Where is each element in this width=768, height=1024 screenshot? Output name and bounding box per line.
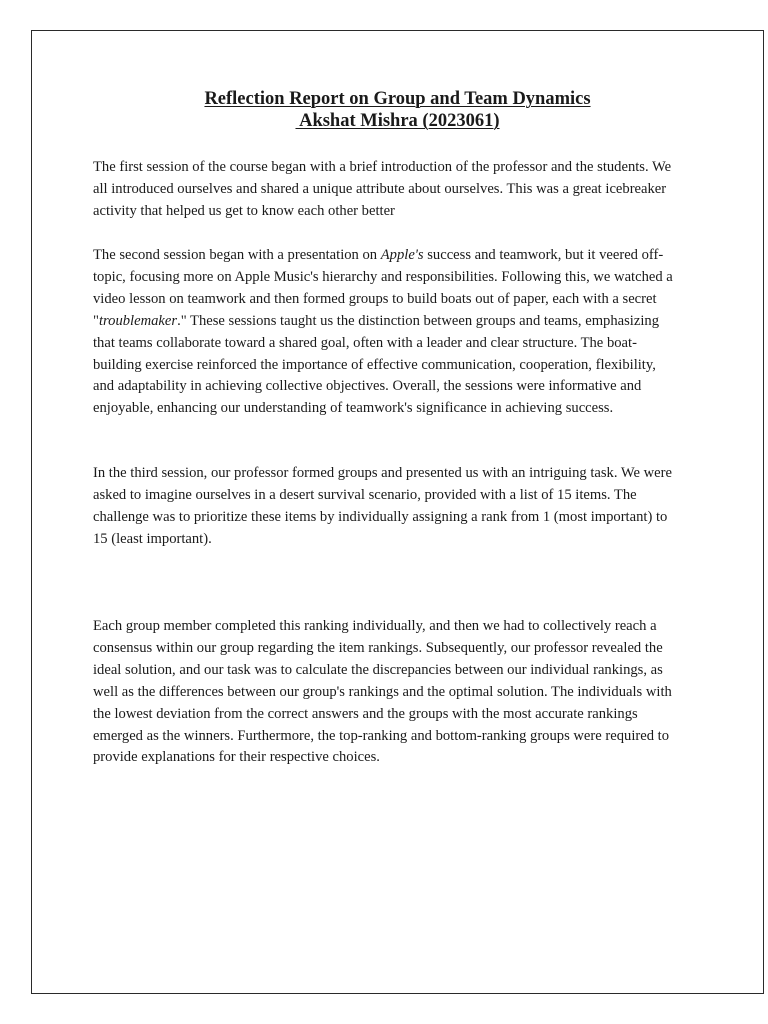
paragraph-two-text-a: The second session began with a presentation on <box>93 247 381 263</box>
document-header <box>31 88 764 132</box>
paragraph-ranking-consensus: Each group member completed this ranking individually, and then we had to collectively reach a consensus within our group regarding the item rankings. Subsequently, our professor revealed the ideal solution, and our task was to calculate the discrepancies between our individual rankings, as well as the differences between our group's rankings and the optimal solution. The individuals with the lowest deviation from the correct answers and the groups with the most accurate rankings emerged as the winners. Furthermore, the top-ranking and bottom-ranking groups were required to provide explanations for their respective choices. <box>93 618 672 766</box>
apple-emphasis: Apple's <box>380 247 424 263</box>
paragraph-session-three: In the third session, our professor formed groups and presented us with an intriguing task. We were asked to imagine ourselves in a desert survival scenario, provided with a list of 15 items. The challenge was to prioritize these items by individually assigning a rank from 1 (most important) to 15 (least important). <box>93 465 672 547</box>
paragraph-two-text-b: success and teamwork, but it veered off-topic, focusing more on Apple Music's hierarchy and responsibilities. Following this, we watched a video lesson on teamwork and then formed groups to build boats out of paper, each with a secret " <box>93 247 673 329</box>
document-title: Reflection Report on Group and Team Dynamics <box>204 89 591 109</box>
paragraph-session-one: The first session of the course began with a brief introduction of the professor and the students. We all introduced ourselves and shared a unique attribute about ourselves. This was a great icebreaker activity that helped us get to know each other better <box>93 159 672 219</box>
troublemaker-emphasis: troublemaker <box>98 312 178 329</box>
paragraph-session-two <box>93 245 678 420</box>
paragraph-two-text-c: ." These sessions taught us the distinction between groups and teams, emphasizing that teams collaborate toward a shared goal, often with a leader and clear structure. The boat-building exercise reinforced the importance of effective communication, cooperation, flexibility, and adaptability in achieving collective objectives. Overall, the sessions were informative and enjoyable, enhancing our understanding of teamwork's significance in achieving success. <box>93 312 659 417</box>
author-line: Akshat Mishra (2023061) <box>295 111 500 131</box>
